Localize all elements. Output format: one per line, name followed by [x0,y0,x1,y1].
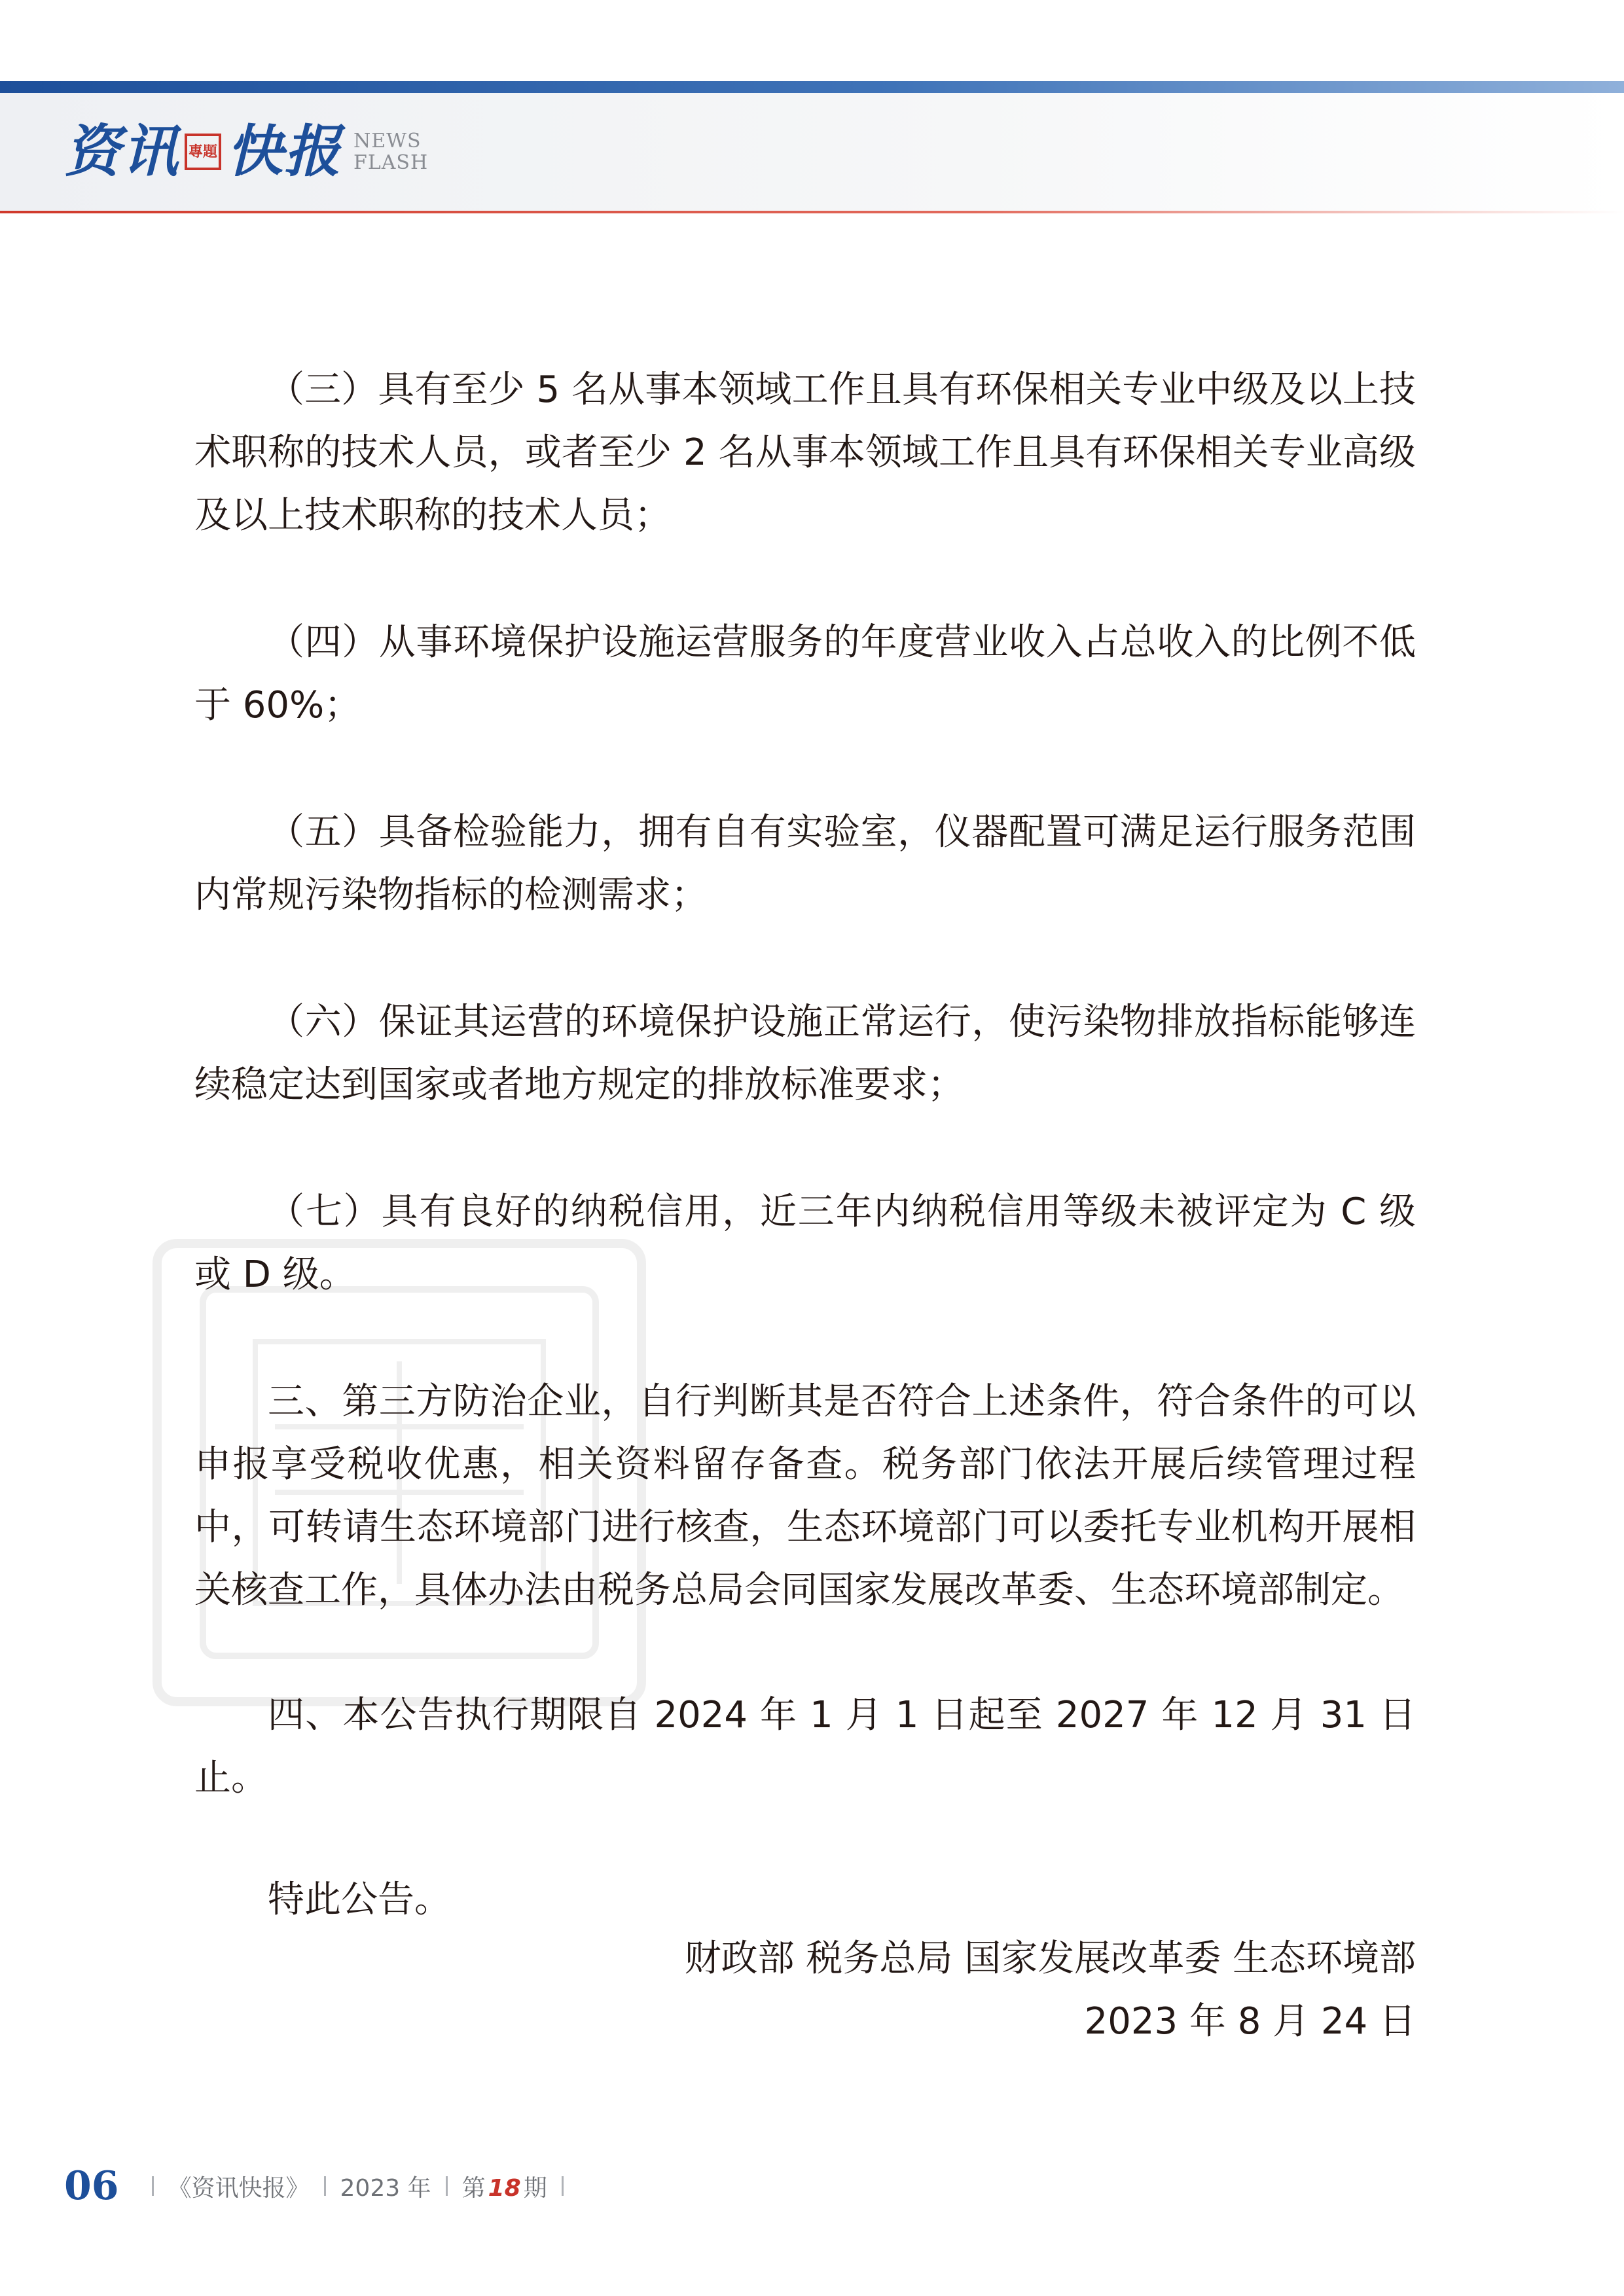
footer-divider [152,2176,154,2196]
clause-3: （三）具有至少 5 名从事本领域工作且具有环保相关专业中级及以上技术职称的技术人员，或者至少 2 名从事本领域工作且具有环保相关专业高级及以上技术职称的技术人员； [194,368,1416,537]
footer-year: 2023 年 [340,2174,431,2202]
footer-issue-suffix: 期 [523,2174,547,2202]
footer-issue-prefix: 第 [461,2174,486,2202]
page-number: 06 [64,2163,119,2209]
footer-divider [446,2176,448,2196]
issue-date: 2023 年 8 月 24 日 [1084,2000,1416,2043]
closing-statement: 特此公告。 [268,1878,451,1921]
footer-divider [562,2176,564,2196]
logo-seal-stamp: 專題 [185,134,221,170]
page-footer [64,2160,578,2212]
header-red-rule [0,211,1624,213]
logo-english-line1: NEWS [353,130,422,152]
clause-6: （六）保证其运营的环境保护设施正常运行，使污染物排放指标能够连续稳定达到国家或者地方规定的排放标准要求； [194,1001,1416,1106]
clause-7: （七）具有良好的纳税信用，近三年内纳税信用等级未被评定为 C 级或 D 级。 [194,1191,1416,1296]
footer-publication: 《资讯快报》 [168,2174,310,2202]
masthead-logo [64,113,428,191]
footer-divider [324,2176,326,2196]
announcement-body [194,359,1416,1931]
logo-english-line2: FLASH [353,151,429,174]
article-4: 四、本公告执行期限自 2024 年 1 月 1 日起至 2027 年 12 月 31 日止。 [194,1694,1416,1799]
signature-block [685,1928,1416,2053]
logo-text-part1: 资讯 [64,118,179,185]
clause-5: （五）具备检验能力，拥有自有实验室，仪器配置可满足运行服务范围内常规污染物指标的检测需求； [194,811,1416,916]
footer-issue-number: 18 [488,2174,521,2202]
article-3: 三、第三方防治企业，自行判断其是否符合上述条件，符合条件的可以申报享受税收优惠，相关资料留存备查。税务部门依法开展后续管理过程中，可转请生态环境部门进行核查，生态环境部门可以委托专业机构开展相关核查工作，具体办法由税务总局会同国家发展改革委、生态环境部制定。 [194,1380,1416,1611]
issuing-departments: 财政部 税务总局 国家发展改革委 生态环境部 [684,1937,1416,1980]
footer-issue [462,2170,547,2203]
logo-english [353,130,428,173]
logo-text-part2: 快报 [226,118,342,185]
header-top-stripe [0,81,1624,93]
clause-4: （四）从事环境保护设施运营服务的年度营业收入占总收入的比例不低于 60%； [194,621,1416,726]
